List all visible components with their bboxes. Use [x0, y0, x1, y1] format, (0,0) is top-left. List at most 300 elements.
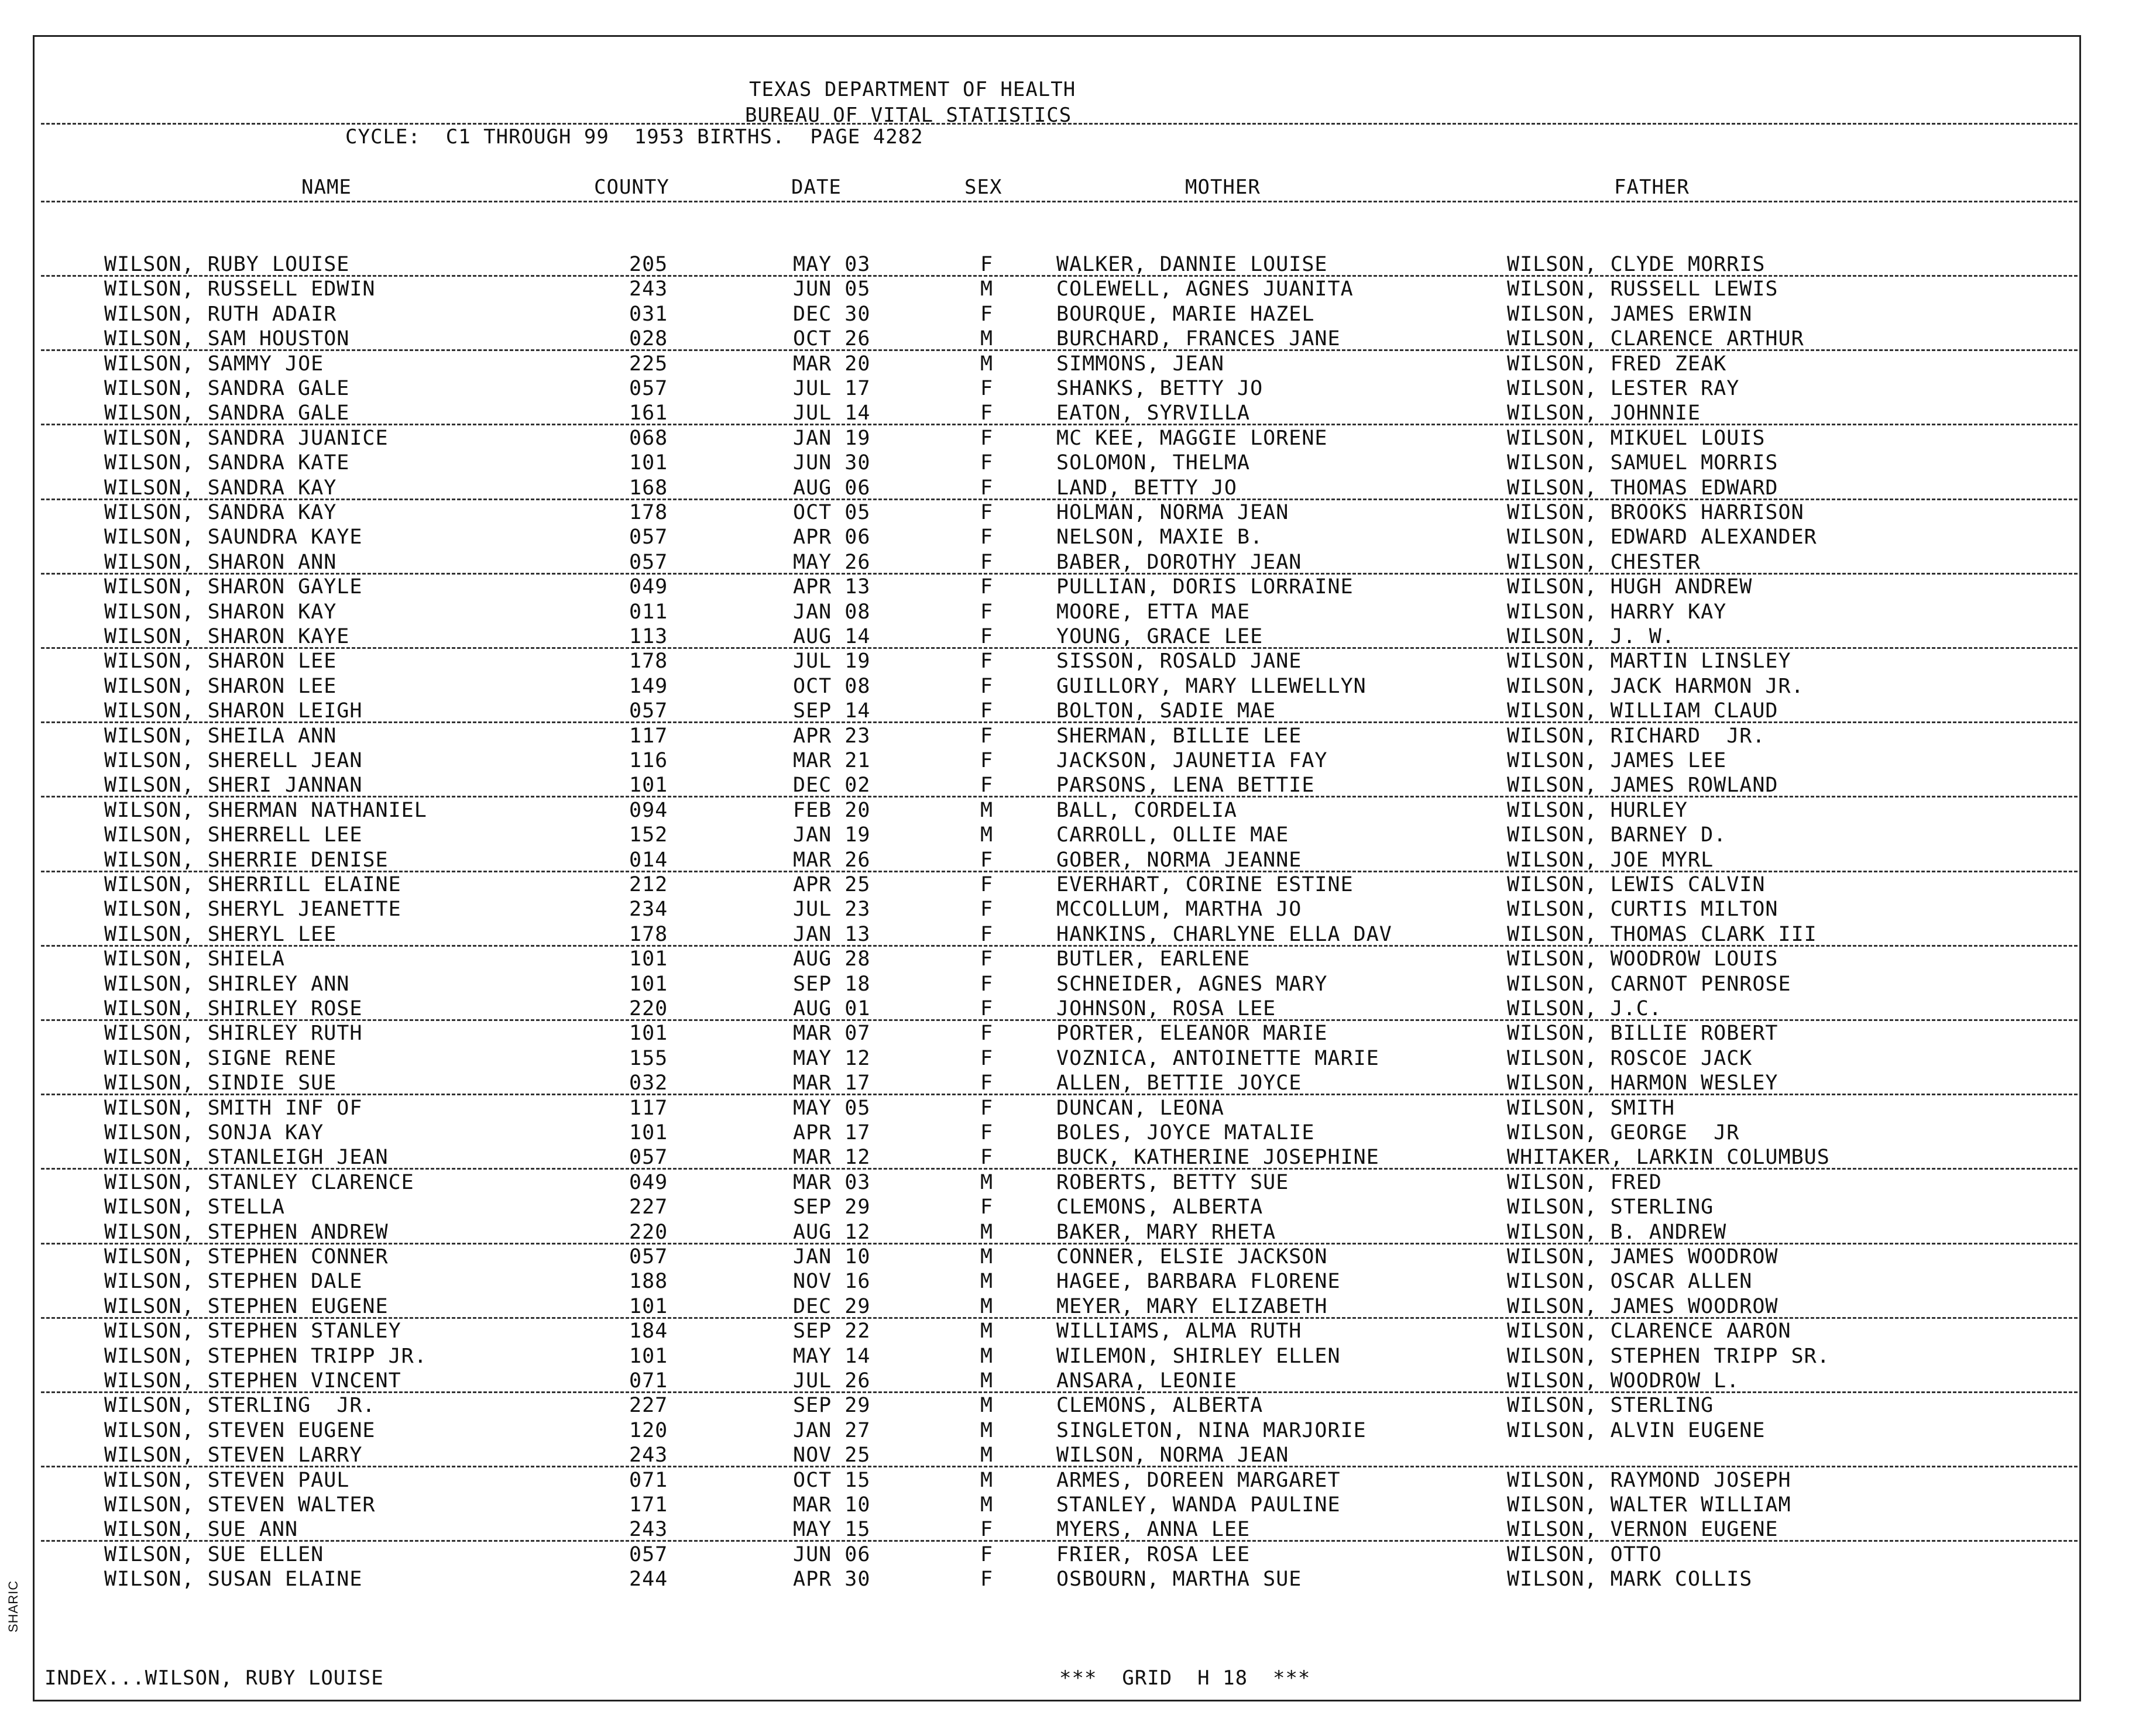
cell-sex: F — [980, 898, 994, 922]
cell-name: WILSON, STEPHEN VINCENT — [104, 1369, 401, 1393]
cell-sex: F — [980, 426, 994, 450]
row-divider — [41, 647, 2078, 649]
cell-name: WILSON, SIGNE RENE — [104, 1046, 337, 1070]
footer-grid: *** GRID H 18 *** — [1059, 1666, 1311, 1690]
column-header-divider — [41, 201, 2078, 202]
cell-father: WILSON, BARNEY D. — [1507, 823, 1727, 847]
cell-name: WILSON, SANDRA KAY — [104, 501, 337, 524]
cell-name: WILSON, SHERI JANNAN — [104, 774, 363, 797]
cell-county: 101 — [629, 1022, 668, 1046]
cell-sex: F — [980, 873, 994, 896]
cell-name: WILSON, SHIELA — [104, 947, 286, 971]
cell-father: WILSON, J. W. — [1507, 625, 1675, 648]
cell-sex: F — [980, 649, 994, 673]
header-divider — [41, 123, 2078, 125]
cell-county: 071 — [629, 1369, 668, 1393]
cell-mother: SHERMAN, BILLIE LEE — [1056, 724, 1302, 748]
row-divider — [41, 1466, 2078, 1467]
cell-sex: M — [980, 1245, 994, 1269]
cell-date: AUG 06 — [793, 476, 871, 500]
cell-date: MAR 20 — [793, 352, 871, 376]
cell-date: DEC 30 — [793, 302, 871, 326]
cell-date: AUG 01 — [793, 997, 871, 1020]
cell-sex: F — [980, 302, 994, 326]
cell-county: 049 — [629, 1170, 668, 1194]
cell-date: OCT 26 — [793, 327, 871, 351]
cell-name: WILSON, SUE ANN — [104, 1518, 298, 1542]
cell-name: WILSON, STEPHEN DALE — [104, 1270, 363, 1294]
cell-name: WILSON, STEPHEN TRIPP JR. — [104, 1344, 427, 1368]
cell-county: 178 — [629, 922, 668, 946]
cell-name: WILSON, SHERRELL LEE — [104, 823, 363, 847]
cell-mother: MC KEE, MAGGIE LORENE — [1056, 426, 1328, 450]
cell-date: NOV 16 — [793, 1270, 871, 1294]
cell-mother: CLEMONS, ALBERTA — [1056, 1394, 1264, 1418]
cell-name: WILSON, SINDIE SUE — [104, 1071, 337, 1095]
cell-mother: LAND, BETTY JO — [1056, 476, 1238, 500]
cell-father: WILSON, WALTER WILLIAM — [1507, 1493, 1791, 1517]
cell-father: WILSON, JAMES WOODROW — [1507, 1245, 1779, 1269]
cell-father: WILSON, JAMES LEE — [1507, 749, 1727, 772]
cell-father: WILSON, VERNON EUGENE — [1507, 1518, 1779, 1542]
cell-county: 161 — [629, 401, 668, 425]
cell-sex: F — [980, 947, 994, 971]
cell-sex: F — [980, 525, 994, 549]
cell-mother: BAKER, MARY RHETA — [1056, 1220, 1276, 1244]
cell-date: MAR 07 — [793, 1022, 871, 1046]
cell-father: WILSON, THOMAS EDWARD — [1507, 476, 1779, 500]
cell-mother: MOORE, ETTA MAE — [1056, 600, 1251, 624]
column-header-sex: SEX — [964, 176, 1002, 199]
cell-date: DEC 29 — [793, 1294, 871, 1318]
cell-mother: BOLES, JOYCE MATALIE — [1056, 1121, 1315, 1144]
cell-date: JUL 14 — [793, 401, 871, 425]
cell-name: WILSON, SANDRA KAY — [104, 476, 337, 500]
cell-county: 225 — [629, 352, 668, 376]
cell-county: 227 — [629, 1394, 668, 1418]
cell-mother: ANSARA, LEONIE — [1056, 1369, 1238, 1393]
cell-name: WILSON, SHEILA ANN — [104, 724, 337, 748]
cell-mother: MYERS, ANNA LEE — [1056, 1518, 1251, 1542]
row-divider — [41, 1168, 2078, 1170]
cell-county: 057 — [629, 699, 668, 723]
cell-name: WILSON, RUBY LOUISE — [104, 253, 350, 276]
cell-name: WILSON, SHERYL LEE — [104, 922, 337, 946]
cell-sex: M — [980, 1294, 994, 1318]
cell-father: WILSON, MARK COLLIS — [1507, 1567, 1753, 1591]
cell-mother: BUTLER, EARLENE — [1056, 947, 1251, 971]
cell-sex: F — [980, 575, 994, 599]
cell-date: APR 13 — [793, 575, 871, 599]
cell-sex: F — [980, 1071, 994, 1095]
cell-county: 101 — [629, 972, 668, 996]
cell-county: 101 — [629, 1344, 668, 1368]
cell-county: 057 — [629, 1146, 668, 1170]
cell-sex: M — [980, 1319, 994, 1343]
cell-father: WILSON, CARNOT PENROSE — [1507, 972, 1791, 996]
cell-mother: BURCHARD, FRANCES JANE — [1056, 327, 1341, 351]
cell-name: WILSON, SAMMY JOE — [104, 352, 324, 376]
cell-father: WILSON, CLYDE MORRIS — [1507, 253, 1766, 276]
row-divider — [41, 499, 2078, 500]
cell-sex: F — [980, 377, 994, 400]
cell-sex: M — [980, 327, 994, 351]
cell-county: 178 — [629, 501, 668, 524]
cell-name: WILSON, SHARON LEIGH — [104, 699, 363, 723]
cell-name: WILSON, STANLEY CLARENCE — [104, 1170, 414, 1194]
cell-sex: M — [980, 352, 994, 376]
cell-father: WILSON, CLARENCE ARTHUR — [1507, 327, 1804, 351]
row-divider — [41, 573, 2078, 575]
cell-mother: COLEWELL, AGNES JUANITA — [1056, 277, 1354, 301]
cell-mother: FRIER, ROSA LEE — [1056, 1542, 1251, 1566]
cell-name: WILSON, SHARON LEE — [104, 649, 337, 673]
cell-sex: F — [980, 922, 994, 946]
cell-mother: CONNER, ELSIE JACKSON — [1056, 1245, 1328, 1269]
cell-name: WILSON, SAUNDRA KAYE — [104, 525, 363, 549]
row-divider — [41, 871, 2078, 872]
cell-date: MAR 12 — [793, 1146, 871, 1170]
cell-father: WILSON, OSCAR ALLEN — [1507, 1270, 1753, 1294]
cell-mother: PULLIAN, DORIS LORRAINE — [1056, 575, 1354, 599]
cell-sex: M — [980, 1418, 994, 1442]
cell-name: WILSON, SHERELL JEAN — [104, 749, 363, 772]
cell-name: WILSON, RUTH ADAIR — [104, 302, 337, 326]
cell-date: MAR 26 — [793, 848, 871, 872]
cell-father: WILSON, J.C. — [1507, 997, 1662, 1020]
cell-county: 205 — [629, 253, 668, 276]
cell-date: JUN 06 — [793, 1542, 871, 1566]
cell-sex: M — [980, 1493, 994, 1517]
row-divider — [41, 721, 2078, 723]
cell-county: 049 — [629, 575, 668, 599]
cell-mother: EATON, SYRVILLA — [1056, 401, 1251, 425]
cell-county: 234 — [629, 898, 668, 922]
cell-mother: SHANKS, BETTY JO — [1056, 377, 1264, 400]
cell-sex: M — [980, 1443, 994, 1467]
cell-sex: F — [980, 1567, 994, 1591]
cell-date: MAY 14 — [793, 1344, 871, 1368]
cell-name: WILSON, SANDRA KATE — [104, 451, 350, 475]
cell-sex: F — [980, 1195, 994, 1219]
cell-county: 014 — [629, 848, 668, 872]
cell-mother: MCCOLLUM, MARTHA JO — [1056, 898, 1302, 922]
cell-county: 057 — [629, 377, 668, 400]
cell-county: 032 — [629, 1071, 668, 1095]
cell-sex: F — [980, 1121, 994, 1144]
cell-father: WILSON, EDWARD ALEXANDER — [1507, 525, 1817, 549]
cell-father: WILSON, JOHNNIE — [1507, 401, 1701, 425]
cell-name: WILSON, SHERRILL ELAINE — [104, 873, 401, 896]
cell-father: WILSON, HURLEY — [1507, 798, 1688, 822]
cell-date: APR 23 — [793, 724, 871, 748]
cell-father: WILSON, RAYMOND JOSEPH — [1507, 1468, 1791, 1492]
cell-date: JUL 17 — [793, 377, 871, 400]
column-header-mother: MOTHER — [1185, 176, 1261, 199]
cell-father: WILSON, GEORGE JR — [1507, 1121, 1740, 1144]
cell-father: WILSON, WOODROW L. — [1507, 1369, 1740, 1393]
cell-mother: BALL, CORDELIA — [1056, 798, 1238, 822]
cell-mother: OSBOURN, MARTHA SUE — [1056, 1567, 1302, 1591]
cell-date: MAR 17 — [793, 1071, 871, 1095]
cell-date: JUN 05 — [793, 277, 871, 301]
cell-name: WILSON, STEPHEN EUGENE — [104, 1294, 389, 1318]
cell-father: WILSON, STERLING — [1507, 1195, 1714, 1219]
cell-father: WILSON, FRED — [1507, 1170, 1662, 1194]
cell-mother: BUCK, KATHERINE JOSEPHINE — [1056, 1146, 1379, 1170]
cell-name: WILSON, SUE ELLEN — [104, 1542, 324, 1566]
cell-date: JAN 10 — [793, 1245, 871, 1269]
cell-sex: F — [980, 625, 994, 648]
cell-father: WILSON, JOE MYRL — [1507, 848, 1714, 872]
cell-father: WILSON, STEPHEN TRIPP SR. — [1507, 1344, 1830, 1368]
cell-county: 220 — [629, 1220, 668, 1244]
cell-sex: M — [980, 277, 994, 301]
cell-sex: M — [980, 1220, 994, 1244]
cell-mother: GUILLORY, MARY LLEWELLYN — [1056, 674, 1367, 698]
cell-father: WILSON, RICHARD JR. — [1507, 724, 1766, 748]
cell-county: 101 — [629, 774, 668, 797]
cell-name: WILSON, STEVEN EUGENE — [104, 1418, 376, 1442]
cell-date: SEP 29 — [793, 1394, 871, 1418]
cell-sex: M — [980, 1270, 994, 1294]
cell-name: WILSON, SANDRA GALE — [104, 401, 350, 425]
cell-mother: YOUNG, GRACE LEE — [1056, 625, 1264, 648]
side-label: SHARIC — [6, 1580, 20, 1632]
cell-name: WILSON, SHARON GAYLE — [104, 575, 363, 599]
column-header-date: DATE — [791, 176, 842, 199]
cell-father: WILSON, HARRY KAY — [1507, 600, 1727, 624]
cell-county: 094 — [629, 798, 668, 822]
cell-mother: WALKER, DANNIE LOUISE — [1056, 253, 1328, 276]
cell-sex: F — [980, 848, 994, 872]
cell-name: WILSON, STEPHEN CONNER — [104, 1245, 389, 1269]
cell-father: WILSON, JAMES ROWLAND — [1507, 774, 1779, 797]
cell-county: 184 — [629, 1319, 668, 1343]
cell-sex: F — [980, 997, 994, 1020]
row-divider — [41, 1317, 2078, 1319]
cell-sex: M — [980, 1170, 994, 1194]
cell-father: WHITAKER, LARKIN COLUMBUS — [1507, 1146, 1830, 1170]
cell-date: JAN 08 — [793, 600, 871, 624]
cell-date: JAN 13 — [793, 922, 871, 946]
cell-name: WILSON, SHIRLEY ROSE — [104, 997, 363, 1020]
cell-father: WILSON, ALVIN EUGENE — [1507, 1418, 1766, 1442]
cell-date: NOV 25 — [793, 1443, 871, 1467]
cell-date: AUG 14 — [793, 625, 871, 648]
cell-date: AUG 28 — [793, 947, 871, 971]
cell-county: 171 — [629, 1493, 668, 1517]
cell-mother: PORTER, ELEANOR MARIE — [1056, 1022, 1328, 1046]
cell-date: JUN 30 — [793, 451, 871, 475]
cell-mother: WILSON, NORMA JEAN — [1056, 1443, 1289, 1467]
cell-date: APR 17 — [793, 1121, 871, 1144]
cell-name: WILSON, SMITH INF OF — [104, 1096, 363, 1120]
cell-date: MAY 26 — [793, 550, 871, 574]
cell-date: JUL 26 — [793, 1369, 871, 1393]
cell-county: 101 — [629, 451, 668, 475]
cell-date: OCT 05 — [793, 501, 871, 524]
cell-sex: M — [980, 1394, 994, 1418]
cell-date: SEP 14 — [793, 699, 871, 723]
column-header-father: FATHER — [1614, 176, 1690, 199]
cell-date: SEP 18 — [793, 972, 871, 996]
cell-mother: SISSON, ROSALD JANE — [1056, 649, 1302, 673]
cell-father: WILSON, CLARENCE AARON — [1507, 1319, 1791, 1343]
cell-mother: WILEMON, SHIRLEY ELLEN — [1056, 1344, 1341, 1368]
cell-father: WILSON, WOODROW LOUIS — [1507, 947, 1779, 971]
cell-mother: GOBER, NORMA JEANNE — [1056, 848, 1302, 872]
header-agency: TEXAS DEPARTMENT OF HEALTH — [749, 78, 1076, 101]
cell-date: MAR 03 — [793, 1170, 871, 1194]
cell-sex: M — [980, 1468, 994, 1492]
cell-county: 243 — [629, 1443, 668, 1467]
cell-name: WILSON, SHARON KAY — [104, 600, 337, 624]
cell-mother: SOLOMON, THELMA — [1056, 451, 1251, 475]
cell-father: WILSON, JAMES ERWIN — [1507, 302, 1753, 326]
cell-mother: SIMMONS, JEAN — [1056, 352, 1224, 376]
cell-date: MAY 03 — [793, 253, 871, 276]
cell-father: WILSON, MIKUEL LOUIS — [1507, 426, 1766, 450]
row-divider — [41, 796, 2078, 797]
cell-mother: STANLEY, WANDA PAULINE — [1056, 1493, 1341, 1517]
cell-mother: NELSON, MAXIE B. — [1056, 525, 1264, 549]
cell-sex: F — [980, 501, 994, 524]
cell-sex: F — [980, 774, 994, 797]
cell-sex: F — [980, 674, 994, 698]
cell-mother: EVERHART, CORINE ESTINE — [1056, 873, 1354, 896]
cell-father: WILSON, HUGH ANDREW — [1507, 575, 1753, 599]
cell-mother: BABER, DOROTHY JEAN — [1056, 550, 1302, 574]
cell-mother: BOURQUE, MARIE HAZEL — [1056, 302, 1315, 326]
cell-name: WILSON, SHARON LEE — [104, 674, 337, 698]
cell-date: DEC 02 — [793, 774, 871, 797]
cell-father: WILSON, BILLIE ROBERT — [1507, 1022, 1779, 1046]
cell-sex: F — [980, 724, 994, 748]
cell-date: APR 25 — [793, 873, 871, 896]
cell-county: 117 — [629, 724, 668, 748]
cell-county: 117 — [629, 1096, 668, 1120]
cell-father: WILSON, LEWIS CALVIN — [1507, 873, 1766, 896]
cell-name: WILSON, SHIRLEY RUTH — [104, 1022, 363, 1046]
cell-name: WILSON, SHERMAN NATHANIEL — [104, 798, 427, 822]
cell-father: WILSON, B. ANDREW — [1507, 1220, 1727, 1244]
cell-father: WILSON, THOMAS CLARK III — [1507, 922, 1817, 946]
header-cycle: CYCLE: C1 THROUGH 99 1953 BIRTHS. PAGE 4282 — [345, 125, 923, 149]
cell-name: WILSON, RUSSELL EDWIN — [104, 277, 376, 301]
cell-mother: WILLIAMS, ALMA RUTH — [1056, 1319, 1302, 1343]
row-divider — [41, 1019, 2078, 1021]
cell-father: WILSON, RUSSELL LEWIS — [1507, 277, 1779, 301]
cell-county: 178 — [629, 649, 668, 673]
cell-sex: F — [980, 1518, 994, 1542]
cell-county: 188 — [629, 1270, 668, 1294]
cell-sex: F — [980, 1146, 994, 1170]
cell-mother: ARMES, DOREEN MARGARET — [1056, 1468, 1341, 1492]
cell-sex: F — [980, 972, 994, 996]
cell-sex: F — [980, 1022, 994, 1046]
cell-father: WILSON, OTTO — [1507, 1542, 1662, 1566]
cell-date: MAY 12 — [793, 1046, 871, 1070]
cell-sex: M — [980, 1369, 994, 1393]
cell-date: SEP 29 — [793, 1195, 871, 1219]
cell-mother: DUNCAN, LEONA — [1056, 1096, 1224, 1120]
cell-mother: ROBERTS, BETTY SUE — [1056, 1170, 1289, 1194]
cell-name: WILSON, SANDRA GALE — [104, 377, 350, 400]
cell-mother: JOHNSON, ROSA LEE — [1056, 997, 1276, 1020]
cell-father: WILSON, JACK HARMON JR. — [1507, 674, 1804, 698]
cell-mother: ALLEN, BETTIE JOYCE — [1056, 1071, 1302, 1095]
cell-county: 168 — [629, 476, 668, 500]
cell-mother: CLEMONS, ALBERTA — [1056, 1195, 1264, 1219]
cell-mother: SINGLETON, NINA MARJORIE — [1056, 1418, 1367, 1442]
cell-county: 011 — [629, 600, 668, 624]
cell-name: WILSON, SUSAN ELAINE — [104, 1567, 363, 1591]
cell-county: 155 — [629, 1046, 668, 1070]
cell-county: 057 — [629, 525, 668, 549]
cell-name: WILSON, SHERYL JEANETTE — [104, 898, 401, 922]
cell-county: 068 — [629, 426, 668, 450]
cell-county: 028 — [629, 327, 668, 351]
cell-father: WILSON, SAMUEL MORRIS — [1507, 451, 1779, 475]
cell-county: 031 — [629, 302, 668, 326]
cell-county: 243 — [629, 277, 668, 301]
cell-sex: F — [980, 1096, 994, 1120]
cell-county: 101 — [629, 947, 668, 971]
cell-sex: F — [980, 253, 994, 276]
cell-name: WILSON, STEVEN PAUL — [104, 1468, 350, 1492]
cell-mother: BOLTON, SADIE MAE — [1056, 699, 1276, 723]
cell-county: 057 — [629, 1245, 668, 1269]
cell-father: WILSON, LESTER RAY — [1507, 377, 1740, 400]
footer-index: INDEX...WILSON, RUBY LOUISE — [44, 1666, 384, 1690]
cell-name: WILSON, SANDRA JUANICE — [104, 426, 389, 450]
row-divider — [41, 1094, 2078, 1095]
cell-mother: MEYER, MARY ELIZABETH — [1056, 1294, 1328, 1318]
cell-father: WILSON, BROOKS HARRISON — [1507, 501, 1804, 524]
cell-mother: CARROLL, OLLIE MAE — [1056, 823, 1289, 847]
cell-sex: F — [980, 1542, 994, 1566]
cell-father: WILSON, HARMON WESLEY — [1507, 1071, 1779, 1095]
cell-father: WILSON, CHESTER — [1507, 550, 1701, 574]
cell-sex: F — [980, 600, 994, 624]
cell-name: WILSON, SHARON ANN — [104, 550, 337, 574]
row-divider — [41, 275, 2078, 277]
cell-county: 212 — [629, 873, 668, 896]
cell-county: 220 — [629, 997, 668, 1020]
cell-name: WILSON, SONJA KAY — [104, 1121, 324, 1144]
cell-name: WILSON, SHARON KAYE — [104, 625, 350, 648]
cell-date: FEB 20 — [793, 798, 871, 822]
cell-mother: HAGEE, BARBARA FLORENE — [1056, 1270, 1341, 1294]
cell-county: 227 — [629, 1195, 668, 1219]
cell-county: 071 — [629, 1468, 668, 1492]
cell-sex: F — [980, 1046, 994, 1070]
cell-name: WILSON, STANLEIGH JEAN — [104, 1146, 389, 1170]
cell-father: WILSON, JAMES WOODROW — [1507, 1294, 1779, 1318]
cell-name: WILSON, STELLA — [104, 1195, 286, 1219]
column-header-name: NAME — [301, 176, 352, 199]
cell-sex: F — [980, 550, 994, 574]
cell-date: MAR 21 — [793, 749, 871, 772]
cell-name: WILSON, SAM HOUSTON — [104, 327, 350, 351]
column-header-county: COUNTY — [594, 176, 669, 199]
cell-county: 101 — [629, 1121, 668, 1144]
cell-county: 244 — [629, 1567, 668, 1591]
cell-sex: F — [980, 451, 994, 475]
cell-date: APR 06 — [793, 525, 871, 549]
cell-name: WILSON, STERLING JR. — [104, 1394, 376, 1418]
